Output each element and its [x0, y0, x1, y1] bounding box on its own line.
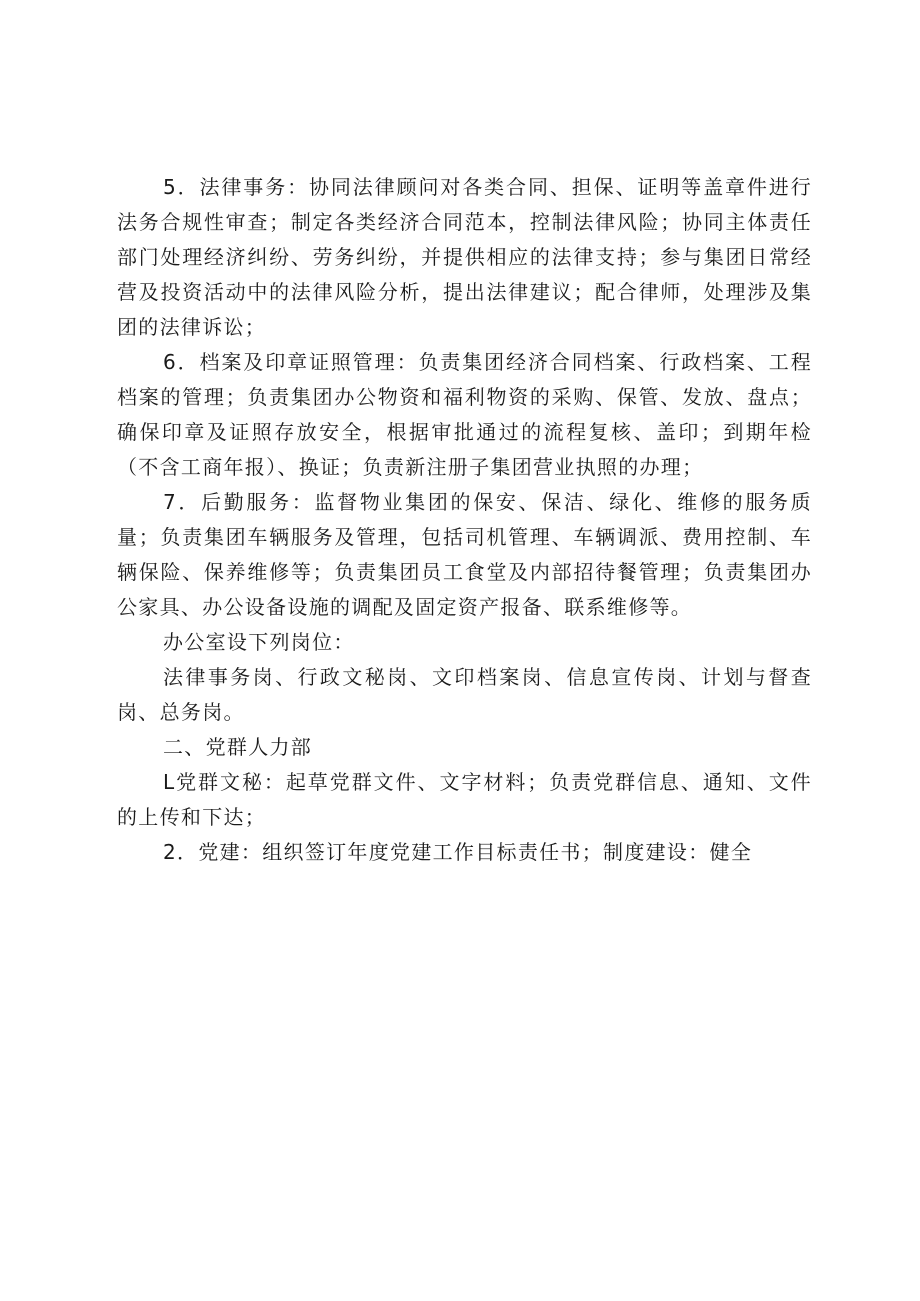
paragraph-office-positions-intro: 办公室设下列岗位：: [163, 630, 355, 654]
paragraph-logistics-services: 7．后勤服务：监督物业集团的保安、保洁、绿化、维修的服务质量；负责集团车辆服务及管理，包括司机管理、车辆调派、费用控制、车辆保险、保养维修等；负责集团员工食堂及内部招待餐管理；负责集团办公家具、办公设备设施的调配及固定资产报备、联系维修等。: [117, 490, 812, 619]
paragraph-party-building: 2．党建：组织签订年度党建工作目标责任书；制度建设：健全: [163, 840, 753, 864]
paragraph-office-positions-list: 法律事务岗、行政文秘岗、文印档案岗、信息宣传岗、计划与督查岗、总务岗。: [117, 665, 812, 724]
document-page: [117, 170, 812, 870]
paragraph-legal-affairs: 5．法律事务：协同法律顾问对各类合同、担保、证明等盖章件进行法务合规性审查；制定各类经济合同范本，控制法律风险；协同主体责任部门处理经济纠纷、劳务纠纷，并提供相应的法律支持；参与集团日常经营及投资活动中的法律风险分析，提出法律建议；配合律师，处理涉及集团的法律诉讼；: [117, 175, 812, 339]
paragraph-party-secretary: L党群文秘：起草党群文件、文字材料；负责党群信息、通知、文件的上传和下达；: [117, 770, 812, 829]
section-heading-party-hr: 二、党群人力部: [163, 735, 313, 759]
paragraph-archives-seals: 6．档案及印章证照管理：负责集团经济合同档案、行政档案、工程档案的管理；负责集团办公物资和福利物资的采购、保管、发放、盘点；确保印章及证照存放安全，根据审批通过的流程复核、盖印；到期年检（不含工商年报）、换证；负责新注册子集团营业执照的办理；: [117, 350, 812, 479]
